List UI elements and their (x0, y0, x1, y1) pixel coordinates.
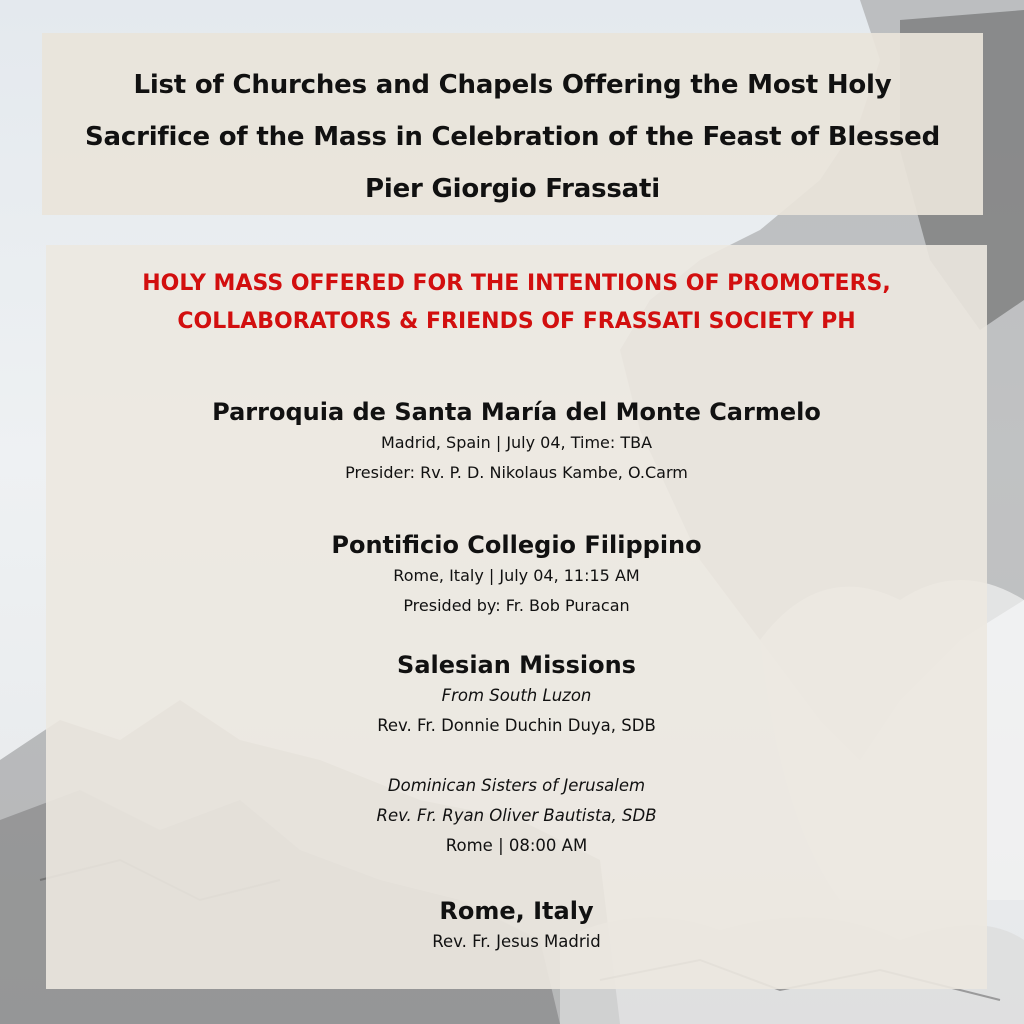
mass-entry-collegio-filippino (46, 529, 987, 621)
mass-entry-rome-italy (46, 895, 987, 957)
location-time: Madrid, Spain | July 04, Time: TBA (380, 433, 653, 452)
mass-listing-panel (46, 245, 987, 989)
church-name: Salesian Missions (397, 651, 636, 679)
location-time: Rome, Italy | July 04, 11:15 AM (393, 566, 640, 585)
church-name: Rome, Italy (439, 897, 594, 925)
location-time: Rome | 08:00 AM (445, 836, 588, 855)
presider: Presider: Rv. P. D. Nikolaus Kambe, O.Carm (345, 463, 688, 482)
intentions-heading (46, 265, 987, 341)
origin: From South Luzon (441, 686, 592, 705)
mass-entry-dominican-sisters (46, 771, 987, 861)
church-name: Pontificio Collegio Filippino (331, 531, 702, 559)
intentions-heading-line2: COLLABORATORS & FRIENDS OF FRASSATI SOCIETY PH (177, 309, 856, 334)
presider: Rev. Fr. Donnie Duchin Duya, SDB (377, 716, 656, 735)
presider: Rev. Fr. Ryan Oliver Bautista, SDB (376, 806, 657, 825)
intentions-heading-line1: HOLY MASS OFFERED FOR THE INTENTIONS OF PROMOTERS, (142, 271, 891, 296)
church-name: Parroquia de Santa María del Monte Carmelo (212, 398, 821, 426)
mass-entry-santa-maria (46, 396, 987, 488)
page-title: List of Churches and Chapels Offering the Most Holy Sacrifice of the Mass in Celebration of the Feast of Blessed Pier Giorgio Frassati (85, 70, 940, 204)
church-name: Dominican Sisters of Jerusalem (387, 776, 646, 795)
mass-entry-salesian-missions (46, 649, 987, 741)
title-banner (42, 33, 983, 215)
presider: Rev. Fr. Jesus Madrid (432, 932, 601, 951)
presider: Presided by: Fr. Bob Puracan (403, 596, 630, 615)
